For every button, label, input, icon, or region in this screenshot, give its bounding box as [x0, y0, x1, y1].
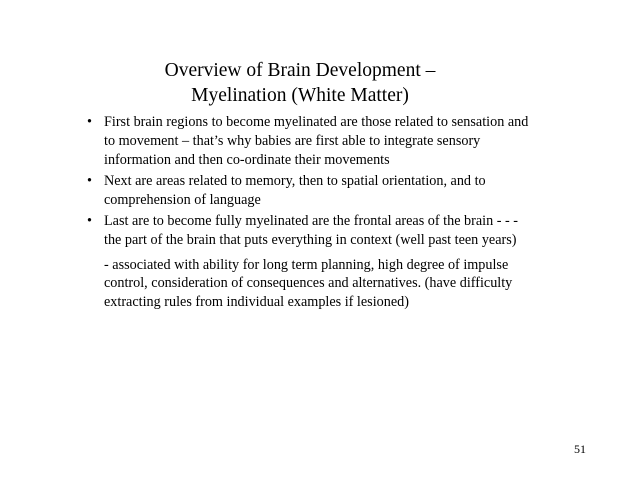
bullet-text: First brain regions to become myelinated are those related to sensation and to movement – that’s why babies are first able to integrate sensory information and then co-ordinate their movements [104, 114, 529, 168]
bullet-icon: • [87, 172, 92, 189]
bullet-item-memory-language [86, 172, 536, 210]
bullet-icon: • [87, 114, 92, 130]
bullet-item-sensation-movement [86, 113, 536, 169]
sub-paragraph: - associated with ability for long term planning, high degree of impulse control, consideration of consequences and alternatives. (have difficulty extracting rules from individual examples if lesioned) [104, 256, 513, 311]
title-line-1: Overview of Brain Development – [164, 60, 436, 81]
slide-title [100, 58, 500, 108]
bullet-item-frontal-areas [86, 212, 536, 250]
bullet-text: Last are to become fully myelinated are the frontal areas of the brain - - - the part of the brain that puts everything in context (well past teen years) [104, 212, 519, 248]
title-line-2: Myelination (White Matter) [191, 85, 409, 106]
bullet-icon: • [87, 212, 92, 229]
slide-body [86, 113, 536, 312]
page-number: 51 [574, 442, 586, 456]
bullet-list [86, 113, 536, 250]
bullet-text: Next are areas related to memory, then to spatial orientation, and to comprehension of language [104, 172, 486, 208]
